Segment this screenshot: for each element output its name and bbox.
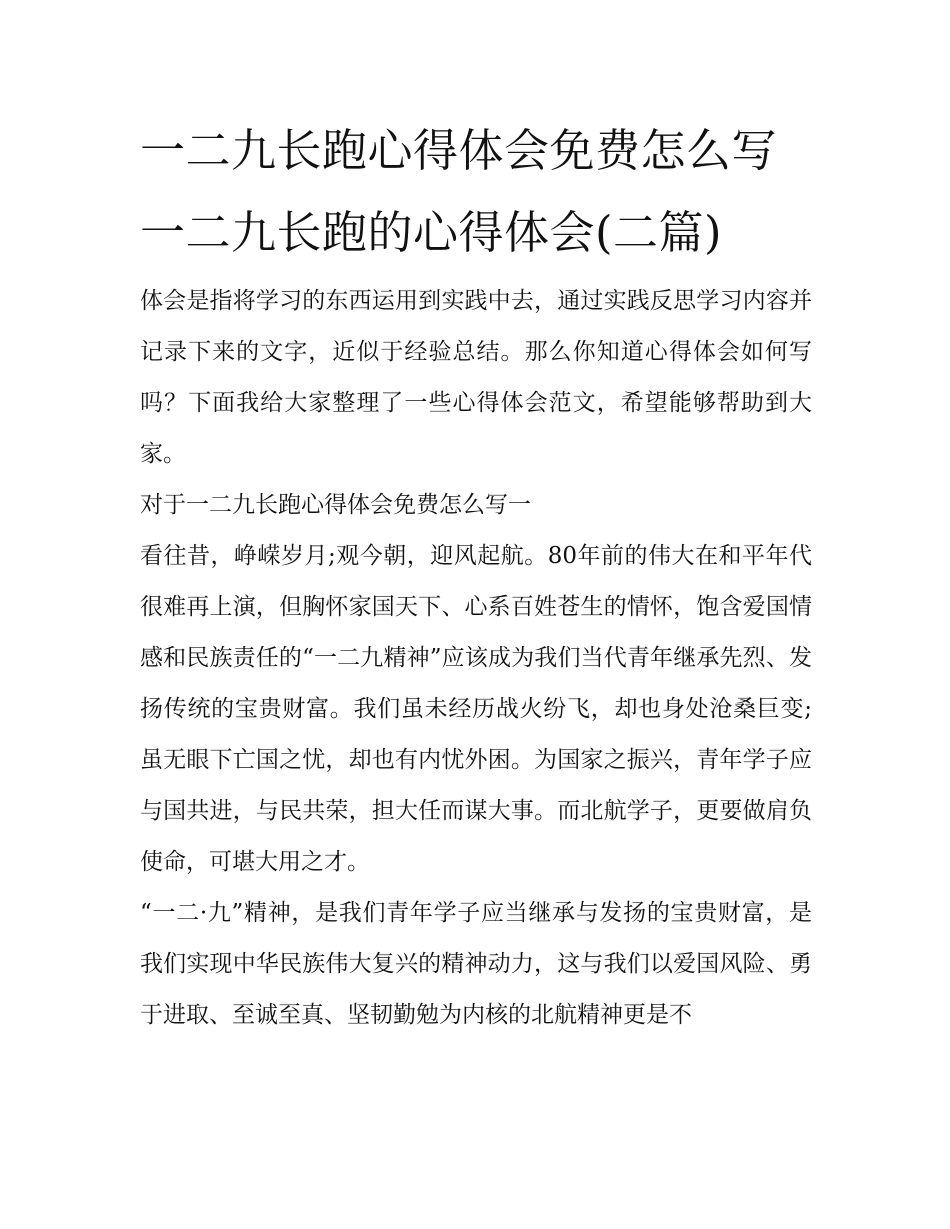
intro-paragraph: 体会是指将学习的东西运用到实践中去，通过实践反思学习内容并记录下来的文字，近似于经验总结。那么你知道心得体会如何写吗？下面我给大家整理了一些心得体会范文，希望能够帮助到大家。 [140,288,812,467]
document-page [140,110,812,1041]
body-paragraph: 看往昔，峥嵘岁月;观今朝，迎风起航。80年前的伟大在和平年代很难再上演，但胸怀家国天下、心系百姓苍生的情怀，饱含爱国情感和民族责任的“一二九精神”应该成为我们当代青年继承先烈、发扬传统的宝贵财富。我们虽未经历战火纷飞，却也身处沧桑巨变;虽无眼下亡国之忧，却也有内忧外困。为国家之振兴，青年学子应与国共进，与民共荣，担大任而谋大事。而北航学子，更要做肩负使命，可堪大用之才。 [140,543,812,875]
document-title: 一二九长跑心得体会免费怎么写 一二九长跑的心得体会(二篇) [140,124,778,259]
body-paragraph: “一二·九”精神，是我们青年学子应当继承与发扬的宝贵财富，是我们实现中华民族伟大复兴的精神动力，这与我们以爱国风险、勇于进取、至诚至真、坚韧勤勉为内核的北航精神更是不 [140,900,812,1028]
section-heading: 对于一二九长跑心得体会免费怎么写一 [140,492,531,518]
